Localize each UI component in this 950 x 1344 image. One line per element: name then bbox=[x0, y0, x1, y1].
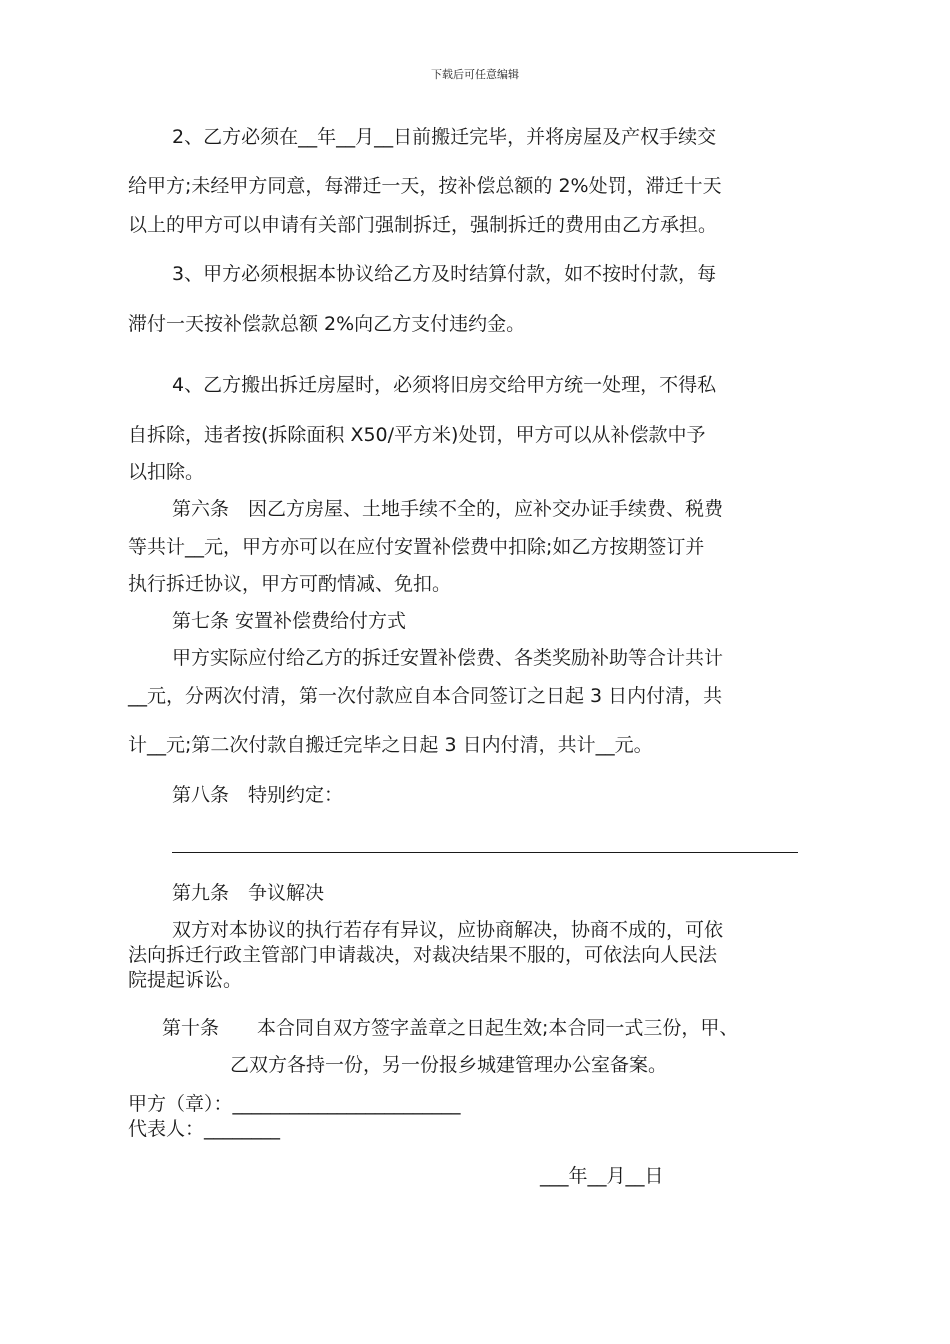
article-6-line-2: 等共计__元，甲方亦可以在应付安置补偿费中扣除;如乙方按期签订并 bbox=[128, 536, 705, 558]
clause-4-line-2: 自拆除，违者按(拆除面积 X50/平方米)处罚，甲方可以从补偿款中予 bbox=[128, 424, 706, 446]
article-7-line-1: 甲方实际应付给乙方的拆迁安置补偿费、各类奖励补助等合计共计 bbox=[172, 647, 724, 669]
article-6-line-3: 执行拆迁协议，甲方可酌情减、免扣。 bbox=[128, 573, 452, 595]
special-agreement-blank-line bbox=[172, 852, 798, 853]
article-7-line-3: 计__元;第二次付款自搬迁完毕之日起 3 日内付清，共计__元。 bbox=[128, 734, 653, 756]
header-note: 下载后可任意编辑 bbox=[431, 68, 519, 81]
article-6-line-1: 第六条 因乙方房屋、土地手续不全的，应补交办证手续费、税费 bbox=[172, 498, 724, 520]
representative-signature: 代表人：________ bbox=[128, 1118, 281, 1140]
clause-2-line-3: 以上的甲方可以申请有关部门强制拆迁，强制拆迁的费用由乙方承担。 bbox=[128, 214, 718, 236]
clause-2-line-2: 给甲方;未经甲方同意，每滞迁一天，按补偿总额的 2%处罚，滞迁十天 bbox=[128, 175, 722, 197]
signing-date: ___年__月__日 bbox=[540, 1165, 664, 1187]
clause-2-line-1: 2、乙方必须在__年__月__日前搬迁完毕，并将房屋及产权手续交 bbox=[172, 126, 717, 148]
article-9-line-3: 院提起诉讼。 bbox=[128, 969, 243, 991]
clause-3-line-1: 3、甲方必须根据本协议给乙方及时结算付款，如不按时付款，每 bbox=[172, 263, 717, 285]
article-7-line-2: __元，分两次付清，第一次付款应自本合同签订之日起 3 日内付清，共 bbox=[128, 685, 723, 707]
clause-4-line-1: 4、乙方搬出拆迁房屋时，必须将旧房交给甲方统一处理，不得私 bbox=[172, 374, 717, 396]
party-a-signature: 甲方（章）：________________________ bbox=[128, 1093, 461, 1115]
article-9-line-2: 法向拆迁行政主管部门申请裁决，对裁决结果不服的，可依法向人民法 bbox=[128, 944, 718, 966]
article-7-title: 第七条 安置补偿费给付方式 bbox=[172, 610, 407, 632]
article-8-title: 第八条 特别约定： bbox=[172, 784, 344, 806]
article-9-line-1: 双方对本协议的执行若存有异议，应协商解决，协商不成的，可依 bbox=[172, 919, 724, 941]
clause-4-line-3: 以扣除。 bbox=[128, 461, 205, 483]
article-10-line-1: 第十条 本合同自双方签字盖章之日起生效;本合同一式三份，甲、 bbox=[162, 1017, 739, 1039]
article-10-line-2: 乙双方各持一份，另一份报乡城建管理办公室备案。 bbox=[230, 1054, 668, 1076]
article-9-title: 第九条 争议解决 bbox=[172, 882, 325, 904]
clause-3-line-2: 滞付一天按补偿款总额 2%向乙方支付违约金。 bbox=[128, 313, 526, 335]
